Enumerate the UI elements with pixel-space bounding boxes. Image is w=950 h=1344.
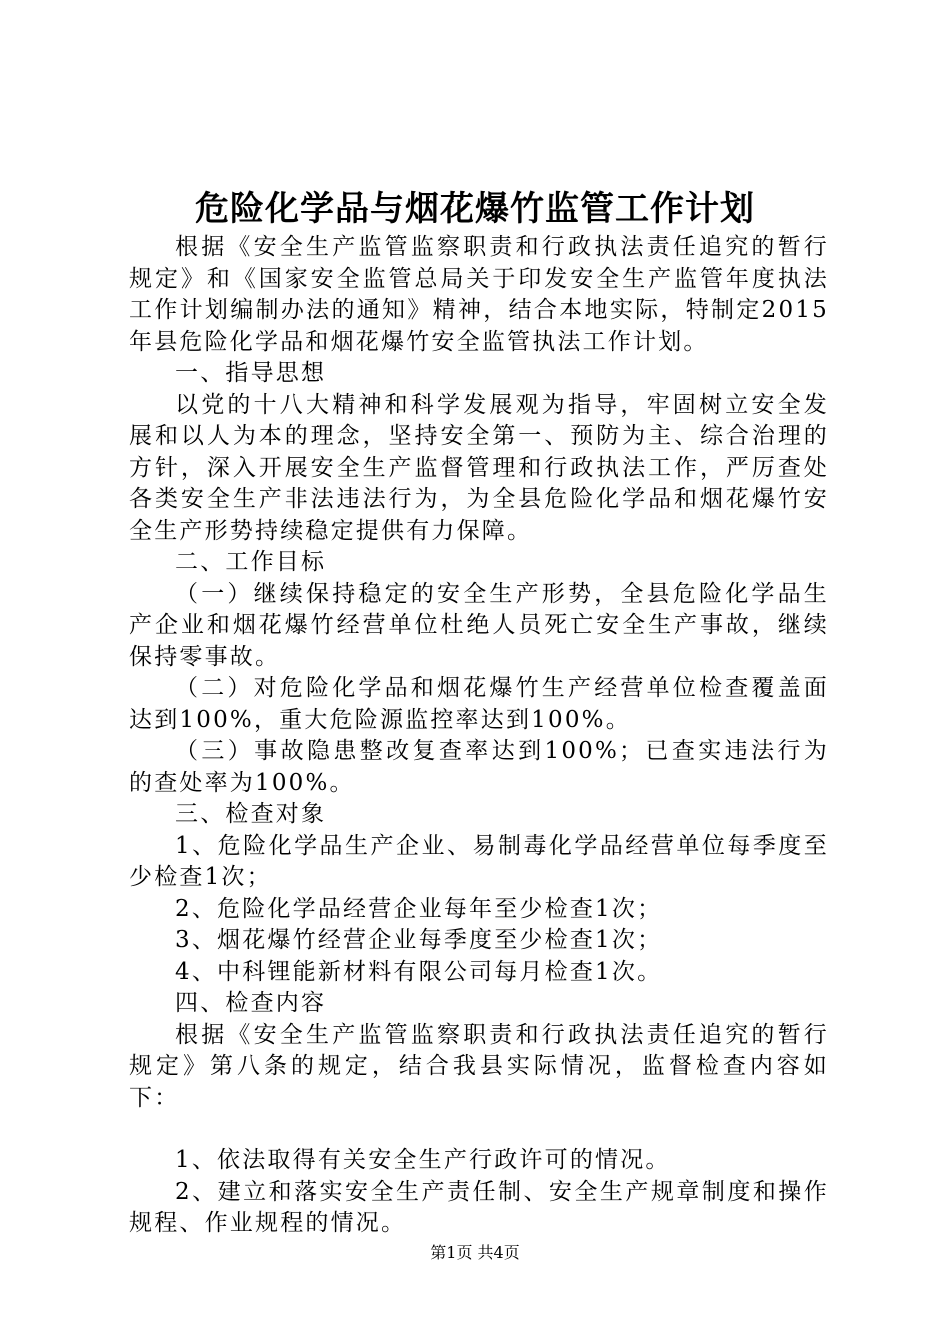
goal-item-3: （三）事故隐患整改复查率达到100%；已查实违法行为的查处率为100%。 <box>129 738 829 796</box>
document-title: 危险化学品与烟花爆竹监管工作计划 <box>195 189 755 229</box>
inspection-target-1: 1、危险化学品生产企业、易制毒化学品经营单位每季度至少检查1次； <box>129 832 829 890</box>
inspection-content-intro: 根据《安全生产监管监察职责和行政执法责任追究的暂行规定》第八条的规定，结合我县实际情况，监督检查内容如下： <box>129 1021 829 1111</box>
document-body <box>129 232 829 1240</box>
inspection-content-item-2: 2、建立和落实安全生产责任制、安全生产规章制度和操作规程、作业规程的情况。 <box>129 1178 829 1236</box>
page-footer: 第1页 共4页 <box>430 1243 520 1262</box>
inspection-target-2: 2、危险化学品经营企业每年至少检查1次； <box>175 895 663 922</box>
goal-item-1: （一）继续保持稳定的安全生产形势，全县危险化学品生产企业和烟花爆竹经营单位杜绝人员死亡安全生产事故，继续保持零事故。 <box>129 580 829 670</box>
guiding-ideology-paragraph: 以党的十八大精神和科学发展观为指导，牢固树立安全发展和以人为本的理念，坚持安全第一、预防为主、综合治理的方针，深入开展安全生产监督管理和行政执法工作，严厉查处各类安全生产非法违法行为，为全县危险化学品和烟花爆竹安全生产形势持续稳定提供有力保障。 <box>129 391 829 544</box>
section-heading-work-goals: 二、工作目标 <box>175 549 327 575</box>
section-heading-guiding-ideology: 一、指导思想 <box>175 360 327 386</box>
goal-item-2: （二）对危险化学品和烟花爆竹生产经营单位检查覆盖面达到100%，重大危险源监控率达到100%。 <box>129 675 829 733</box>
intro-paragraph: 根据《安全生产监管监察职责和行政执法责任追究的暂行规定》和《国家安全监管总局关于印发安全生产监管年度执法工作计划编制办法的通知》精神，结合本地实际，特制定2015年县危险化学品和烟花爆竹安全监管执法工作计划。 <box>129 234 829 355</box>
section-heading-inspection-targets: 三、检查对象 <box>175 801 327 827</box>
inspection-content-item-1: 1、依法取得有关安全生产行政许可的情况。 <box>175 1147 671 1173</box>
section-heading-inspection-content: 四、检查内容 <box>175 990 327 1016</box>
inspection-target-3: 3、烟花爆竹经营企业每季度至少检查1次； <box>175 927 663 953</box>
inspection-target-4: 4、中科锂能新材料有限公司每月检查1次。 <box>175 958 663 985</box>
